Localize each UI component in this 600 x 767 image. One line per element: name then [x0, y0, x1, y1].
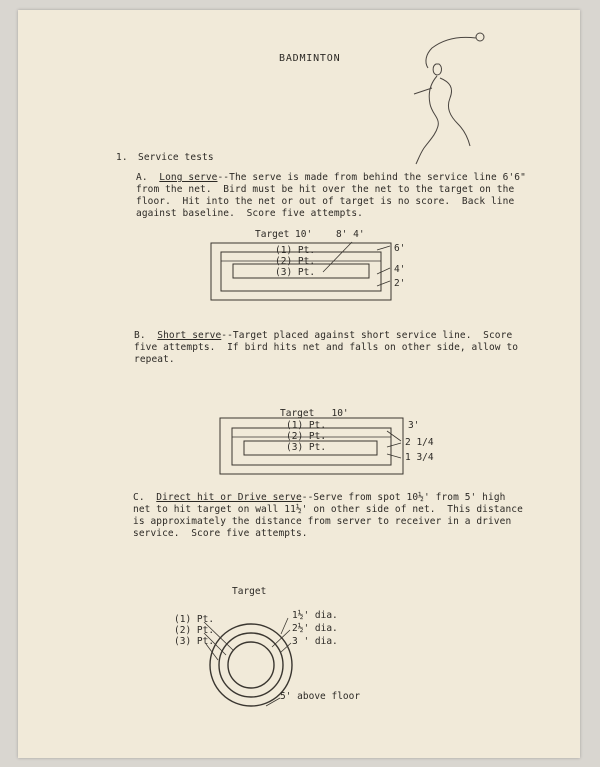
- item-a-letter: A.: [136, 172, 148, 183]
- diagram-c-zone-1: (1) Pt.: [174, 614, 215, 625]
- diagram-c-dia-1: 1½' dia.: [292, 610, 338, 621]
- page-title: BADMINTON: [279, 53, 341, 64]
- diagram-a-top-dims: 8' 4': [336, 229, 365, 240]
- diagram-c-target-label: Target: [232, 586, 267, 597]
- diagram-c-dia-2: 2½' dia.: [292, 623, 338, 634]
- diagram-b-target-label: Target 10': [280, 408, 349, 419]
- section-heading: Service tests: [138, 152, 214, 163]
- typed-document-page: [18, 10, 580, 758]
- item-a-line1: --The serve is made from behind the service line 6'6": [217, 172, 526, 183]
- diagram-c-dia-3: 3 ' dia.: [292, 636, 338, 647]
- section-number: 1.: [116, 152, 128, 163]
- item-b-line2: five attempts. If bird hits net and falls on other side, allow to: [134, 342, 519, 353]
- diagram-c-zone-3: (3) Pt.: [174, 636, 215, 647]
- diagram-b-zone-1: (1) Pt.: [286, 420, 327, 431]
- diagram-a-zone-3: (3) Pt.: [275, 267, 316, 278]
- diagram-b-zone-2: (2) Pt.: [286, 431, 327, 442]
- item-a-line2: from the net. Bird must be hit over the net to the target on the: [136, 184, 515, 195]
- item-b-letter: B.: [134, 330, 146, 341]
- diagram-a-zone-1: (1) Pt.: [275, 245, 316, 256]
- item-c-line2: net to hit target on wall 11½' on other side of net. This distance: [133, 504, 523, 515]
- diagram-b-zone-3: (3) Pt.: [286, 442, 327, 453]
- item-c-line3: is approximately the distance from server to receiver in a driven: [133, 516, 512, 527]
- diagram-a-dim-6: 6': [394, 243, 406, 254]
- diagram-b-dim-1-3-4: 1 3/4: [405, 452, 434, 463]
- item-b-name: Short serve: [157, 330, 222, 341]
- diagram-c-floor-note: 5' above floor: [280, 691, 361, 702]
- item-c-line4: service. Score five attempts.: [133, 528, 308, 539]
- diagram-a-target-label: Target 10': [255, 229, 313, 240]
- item-c-line1: --Serve from spot 10½' from 5' high: [301, 492, 506, 503]
- diagram-b-dim-2-1-4: 2 1/4: [405, 437, 434, 448]
- diagram-a-zone-2: (2) Pt.: [275, 256, 316, 267]
- diagram-b-dim-3: 3': [408, 420, 420, 431]
- diagram-a-dim-4: 4': [394, 264, 406, 275]
- item-c-name: Direct hit or Drive serve: [156, 492, 302, 503]
- item-a-line4: against baseline. Score five attempts.: [136, 208, 363, 219]
- item-a-name: Long serve: [159, 172, 218, 183]
- diagram-c-zone-2: (2) Pt.: [174, 625, 215, 636]
- item-c-letter: C.: [133, 492, 145, 503]
- item-a-line3: floor. Hit into the net or out of target is no score. Back line: [136, 196, 515, 207]
- diagram-a-dim-2: 2': [394, 278, 406, 289]
- item-b-line3: repeat.: [134, 354, 175, 365]
- item-b-line1: --Target placed against short service line. Score: [221, 330, 513, 341]
